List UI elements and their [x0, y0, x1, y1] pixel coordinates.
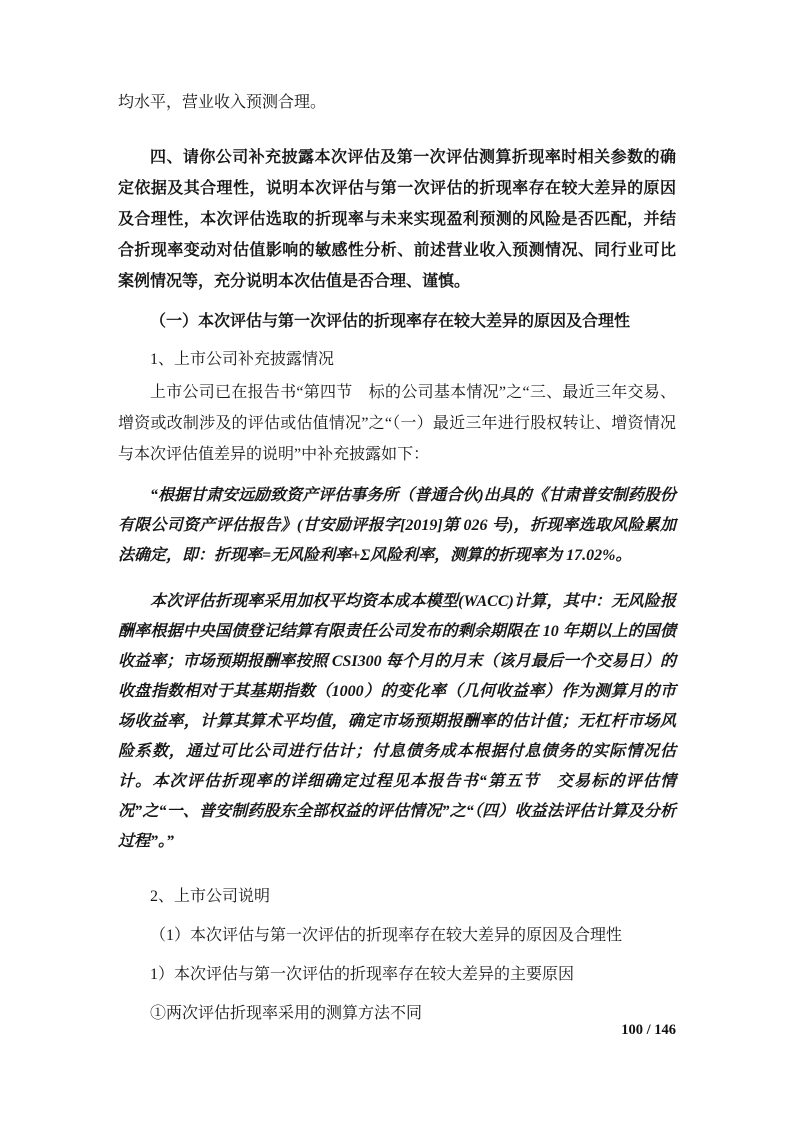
quote-paragraph-appraisal-report: “根据甘肃安远励致资产评估事务所（普通合伙)出具的《甘肃普安制药股份有限公司资产评估报告》(甘安励评报字[2019]第 026 号)，折现率选取风险累加法确定，即：折现率=无风险利率+Σ风险利率，测算的折现率为 17.02%。	[118, 487, 676, 564]
question-4-paragraph: 四、请你公司补充披露本次评估及第一次评估测算折现率时相关参数的确定依据及其合理性，说明本次评估与第一次评估的折现率存在较大差异的原因及合理性，本次评估选取的折现率与未来实现盈利预测的风险是否匹配，并结合折现率变动对估值影响的敏感性分析、前述营业收入预测情况、同行业可比案例情况等，充分说明本次估值是否合理、谨慎。	[118, 149, 676, 290]
item-circle-1-heading: ①两次评估折现率采用的测算方法不同	[150, 1005, 423, 1022]
section-heading-1: （一）本次评估与第一次评估的折现率存在较大差异的原因及合理性	[150, 313, 631, 330]
item-1-heading: （1）本次评估与第一次评估的折现率存在较大差异的原因及合理性	[150, 927, 623, 944]
quote-paragraph-wacc: 本次评估折现率采用加权平均资本成本模型(WACC)计算，其中：无风险报酬率根据中央国债登记结算有限责任公司发布的剩余期限在 10 年期以上的国债收益率；市场预期报酬率按照 CSI300 每个月的月末（该月最后一个交易日）的收盘指数相对于其基期指数（1000）的变化率（几何收益率）作为测算月的市场收益率，计算其算术平均值，确定市场预期报酬率的估计值；无杠杆市场风险系数，通过可比公司进行估计；付息债务成本根据付息债务的实际情况估计。本次评估折现率的详细确定过程见本报告书“第五节 交易标的评估情况”之“一、普安制药股东全部权益的评估情况”之“（四）收益法评估计算及分析过程”。”	[118, 593, 676, 850]
subsection-heading-disclosure: 1、上市公司补充披露情况	[150, 351, 335, 368]
page-number: 100 / 146	[621, 1022, 676, 1038]
paragraph-continuation: 均水平，营业收入预测合理。	[118, 94, 327, 111]
item-1-1-heading: 1）本次评估与第一次评估的折现率存在较大差异的主要原因	[150, 966, 575, 983]
subsection-heading-explanation: 2、上市公司说明	[150, 888, 271, 905]
paragraph-disclosure-intro: 上市公司已在报告书“第四节 标的公司基本情况”之“三、最近三年交易、增资或改制涉及的评估或估值情况”之“（一）最近三年进行股权转让、增资情况与本次评估值差异的说明”中补充披露如下：	[118, 384, 676, 463]
